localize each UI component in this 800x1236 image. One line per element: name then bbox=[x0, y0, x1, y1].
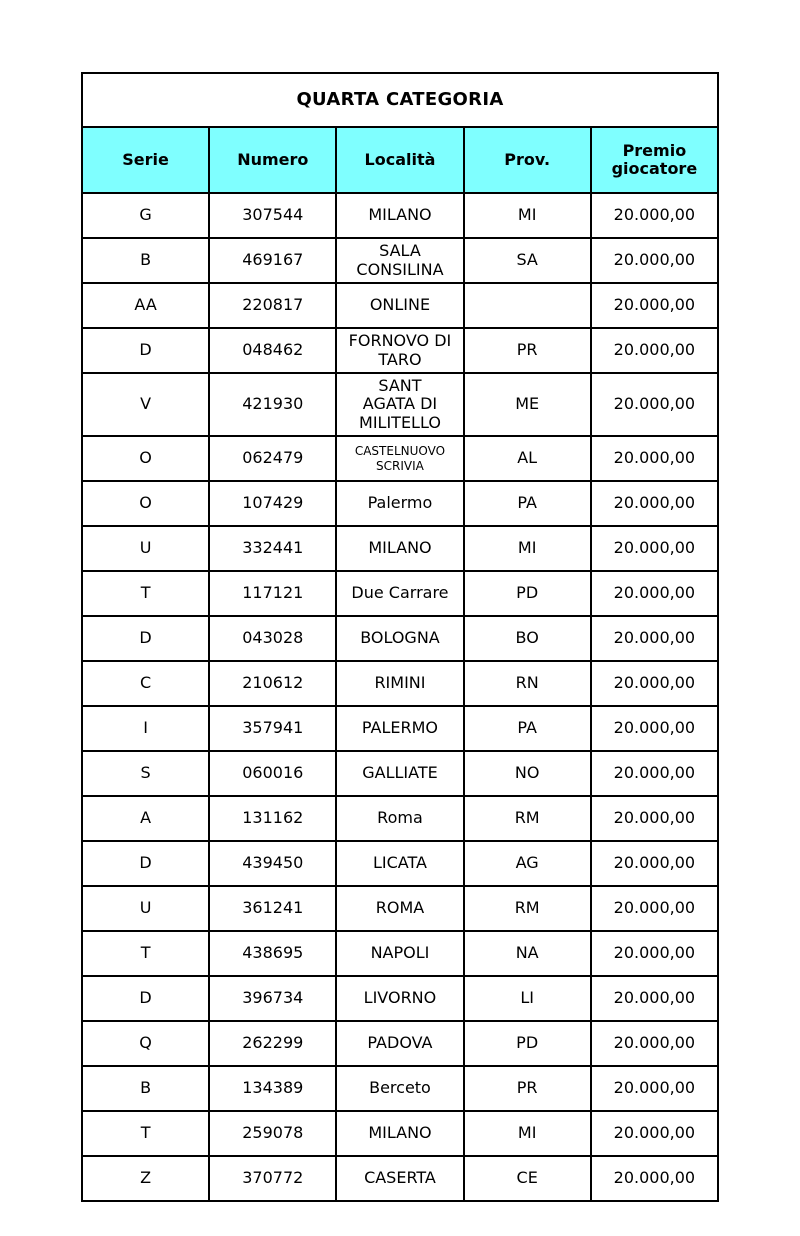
cell-serie: U bbox=[82, 886, 209, 931]
cell-numero: 048462 bbox=[209, 328, 336, 373]
cell-serie: O bbox=[82, 481, 209, 526]
cell-serie: C bbox=[82, 661, 209, 706]
cell-prov: NO bbox=[464, 751, 591, 796]
cell-prov: SA bbox=[464, 238, 591, 283]
cell-premio: 20.000,00 bbox=[591, 373, 718, 436]
cell-premio: 20.000,00 bbox=[591, 328, 718, 373]
cell-serie: B bbox=[82, 238, 209, 283]
cell-serie: D bbox=[82, 616, 209, 661]
col-header-serie: Serie bbox=[82, 127, 209, 193]
cell-prov: RM bbox=[464, 886, 591, 931]
title-row bbox=[82, 73, 718, 127]
cell-prov: BO bbox=[464, 616, 591, 661]
cell-localita: Roma bbox=[336, 796, 463, 841]
cell-numero: 370772 bbox=[209, 1156, 336, 1201]
cell-localita: FORNOVO DI TARO bbox=[336, 328, 463, 373]
col-header-numero: Numero bbox=[209, 127, 336, 193]
cell-prov: PA bbox=[464, 706, 591, 751]
cell-premio: 20.000,00 bbox=[591, 661, 718, 706]
table-row bbox=[82, 328, 718, 373]
cell-numero: 439450 bbox=[209, 841, 336, 886]
cell-serie: D bbox=[82, 976, 209, 1021]
cell-localita: ONLINE bbox=[336, 283, 463, 328]
cell-numero: 357941 bbox=[209, 706, 336, 751]
table-row bbox=[82, 526, 718, 571]
column-header-row bbox=[82, 127, 718, 193]
cell-serie: V bbox=[82, 373, 209, 436]
cell-numero: 062479 bbox=[209, 436, 336, 481]
cell-numero: 210612 bbox=[209, 661, 336, 706]
cell-premio: 20.000,00 bbox=[591, 886, 718, 931]
cell-premio: 20.000,00 bbox=[591, 976, 718, 1021]
cell-numero: 438695 bbox=[209, 931, 336, 976]
table-row bbox=[82, 1021, 718, 1066]
cell-premio: 20.000,00 bbox=[591, 616, 718, 661]
cell-localita: CASTELNUOVO SCRIVIA bbox=[336, 436, 463, 481]
cell-localita: SANT AGATA DI MILITELLO bbox=[336, 373, 463, 436]
table-row bbox=[82, 238, 718, 283]
cell-premio: 20.000,00 bbox=[591, 571, 718, 616]
table-row bbox=[82, 751, 718, 796]
col-header-localita: Località bbox=[336, 127, 463, 193]
cell-localita: LIVORNO bbox=[336, 976, 463, 1021]
cell-premio: 20.000,00 bbox=[591, 796, 718, 841]
cell-numero: 043028 bbox=[209, 616, 336, 661]
table-row bbox=[82, 706, 718, 751]
cell-numero: 134389 bbox=[209, 1066, 336, 1111]
cell-serie: D bbox=[82, 841, 209, 886]
cell-serie: T bbox=[82, 1111, 209, 1156]
cell-prov: CE bbox=[464, 1156, 591, 1201]
table-row bbox=[82, 571, 718, 616]
table-row bbox=[82, 1111, 718, 1156]
cell-premio: 20.000,00 bbox=[591, 1111, 718, 1156]
cell-serie: Z bbox=[82, 1156, 209, 1201]
cell-numero: 396734 bbox=[209, 976, 336, 1021]
cell-premio: 20.000,00 bbox=[591, 931, 718, 976]
col-header-prov: Prov. bbox=[464, 127, 591, 193]
cell-localita: LICATA bbox=[336, 841, 463, 886]
cell-premio: 20.000,00 bbox=[591, 1066, 718, 1111]
cell-serie: O bbox=[82, 436, 209, 481]
cell-prov: PD bbox=[464, 571, 591, 616]
cell-numero: 307544 bbox=[209, 193, 336, 238]
cell-localita: MILANO bbox=[336, 526, 463, 571]
cell-premio: 20.000,00 bbox=[591, 526, 718, 571]
cell-numero: 107429 bbox=[209, 481, 336, 526]
cell-numero: 259078 bbox=[209, 1111, 336, 1156]
table-row bbox=[82, 1066, 718, 1111]
table-row bbox=[82, 373, 718, 436]
cell-localita: BOLOGNA bbox=[336, 616, 463, 661]
table-row bbox=[82, 931, 718, 976]
cell-premio: 20.000,00 bbox=[591, 238, 718, 283]
col-header-premio: Premio giocatore bbox=[591, 127, 718, 193]
cell-premio: 20.000,00 bbox=[591, 481, 718, 526]
cell-prov: RM bbox=[464, 796, 591, 841]
cell-serie: U bbox=[82, 526, 209, 571]
cell-localita: MILANO bbox=[336, 193, 463, 238]
cell-serie: D bbox=[82, 328, 209, 373]
cell-serie: I bbox=[82, 706, 209, 751]
cell-premio: 20.000,00 bbox=[591, 1021, 718, 1066]
cell-numero: 220817 bbox=[209, 283, 336, 328]
cell-serie: T bbox=[82, 571, 209, 616]
table-row bbox=[82, 481, 718, 526]
cell-numero: 421930 bbox=[209, 373, 336, 436]
cell-prov: PA bbox=[464, 481, 591, 526]
cell-prov: MI bbox=[464, 193, 591, 238]
cell-localita: Berceto bbox=[336, 1066, 463, 1111]
table-row bbox=[82, 661, 718, 706]
table-row bbox=[82, 886, 718, 931]
cell-localita: ROMA bbox=[336, 886, 463, 931]
cell-localita: RIMINI bbox=[336, 661, 463, 706]
cell-serie: AA bbox=[82, 283, 209, 328]
cell-serie: A bbox=[82, 796, 209, 841]
cell-premio: 20.000,00 bbox=[591, 193, 718, 238]
cell-prov: MI bbox=[464, 1111, 591, 1156]
table-row bbox=[82, 616, 718, 661]
cell-numero: 332441 bbox=[209, 526, 336, 571]
cell-prov: PR bbox=[464, 328, 591, 373]
cell-localita: Palermo bbox=[336, 481, 463, 526]
cell-localita: GALLIATE bbox=[336, 751, 463, 796]
cell-numero: 361241 bbox=[209, 886, 336, 931]
cell-serie: Q bbox=[82, 1021, 209, 1066]
cell-premio: 20.000,00 bbox=[591, 841, 718, 886]
table-row bbox=[82, 283, 718, 328]
cell-numero: 469167 bbox=[209, 238, 336, 283]
cell-prov: RN bbox=[464, 661, 591, 706]
table-title: QUARTA CATEGORIA bbox=[82, 73, 718, 127]
cell-premio: 20.000,00 bbox=[591, 706, 718, 751]
cell-serie: G bbox=[82, 193, 209, 238]
cell-prov: ME bbox=[464, 373, 591, 436]
cell-numero: 117121 bbox=[209, 571, 336, 616]
cell-premio: 20.000,00 bbox=[591, 1156, 718, 1201]
prize-table bbox=[81, 72, 719, 1202]
cell-prov: AG bbox=[464, 841, 591, 886]
cell-numero: 060016 bbox=[209, 751, 336, 796]
table-row bbox=[82, 841, 718, 886]
cell-localita: SALA CONSILINA bbox=[336, 238, 463, 283]
cell-prov: AL bbox=[464, 436, 591, 481]
table-row bbox=[82, 436, 718, 481]
table-row bbox=[82, 193, 718, 238]
cell-localita: MILANO bbox=[336, 1111, 463, 1156]
cell-premio: 20.000,00 bbox=[591, 751, 718, 796]
cell-numero: 131162 bbox=[209, 796, 336, 841]
cell-localita: NAPOLI bbox=[336, 931, 463, 976]
table-row bbox=[82, 976, 718, 1021]
cell-prov bbox=[464, 283, 591, 328]
cell-premio: 20.000,00 bbox=[591, 283, 718, 328]
cell-localita: CASERTA bbox=[336, 1156, 463, 1201]
cell-serie: B bbox=[82, 1066, 209, 1111]
cell-localita: Due Carrare bbox=[336, 571, 463, 616]
table-row bbox=[82, 1156, 718, 1201]
cell-localita: PADOVA bbox=[336, 1021, 463, 1066]
cell-numero: 262299 bbox=[209, 1021, 336, 1066]
cell-serie: S bbox=[82, 751, 209, 796]
cell-prov: PR bbox=[464, 1066, 591, 1111]
table-body bbox=[82, 193, 718, 1201]
cell-prov: MI bbox=[464, 526, 591, 571]
cell-prov: PD bbox=[464, 1021, 591, 1066]
cell-prov: NA bbox=[464, 931, 591, 976]
cell-localita: PALERMO bbox=[336, 706, 463, 751]
cell-premio: 20.000,00 bbox=[591, 436, 718, 481]
table-row bbox=[82, 796, 718, 841]
cell-serie: T bbox=[82, 931, 209, 976]
cell-prov: LI bbox=[464, 976, 591, 1021]
